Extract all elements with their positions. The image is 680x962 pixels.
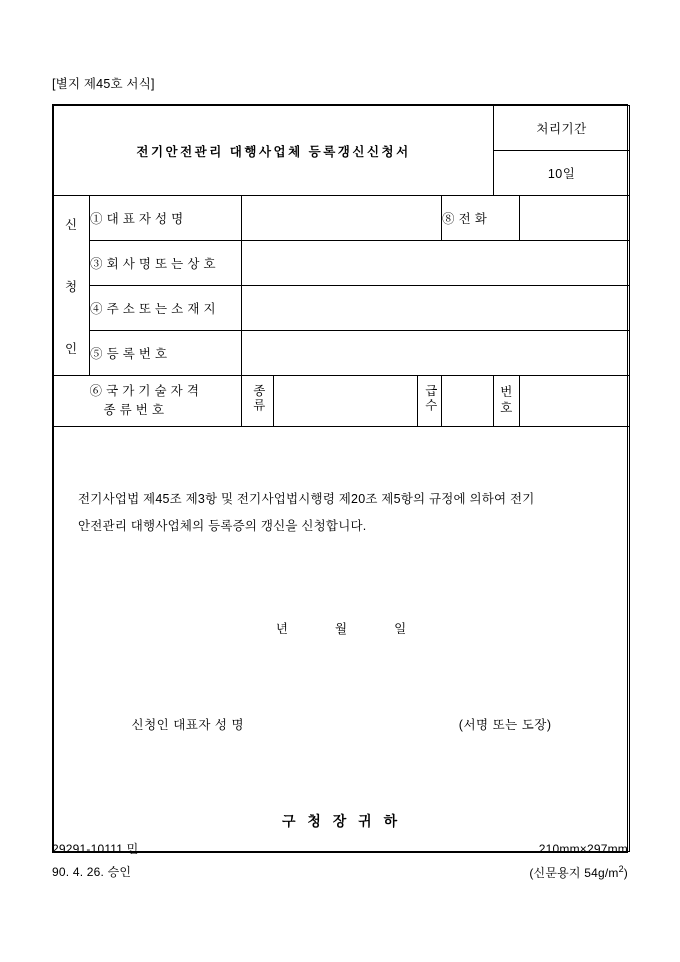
body-text [54,448,629,541]
form-table-frame [52,104,628,853]
footer-paper-spec-suffix: ) [623,865,628,880]
registration-number-label: ⑤ 등 록 번 호 [90,331,242,376]
certificate-type-label [242,376,274,427]
row-rep-name [54,196,630,241]
row-registration-number [54,331,630,376]
footer-paper-spec [529,861,628,885]
date-month: 월 [335,621,349,636]
applicant-char-2: 청 [64,279,79,294]
body-cell [54,427,630,852]
document-title: 전기안전관리 대행사업체 등록갱신신청서 [54,106,494,196]
signature-label: 신청인 대표자 성 명 [131,717,245,732]
footer-form-code: 29291-10111 민 [52,842,139,856]
footer-paper-spec-prefix: (신문용지 54g/m [529,865,619,880]
date-day: 일 [394,621,408,636]
certificate-type-value[interactable] [274,376,418,427]
row-company [54,241,630,286]
certificate-number-label: 번 호 [494,376,520,427]
registration-number-value[interactable] [242,331,630,376]
footer-paper-spec-sup: 2 [618,863,624,874]
footer-row-1 [52,838,628,861]
rep-name-value[interactable] [242,196,442,241]
applicant-char-1: 신 [64,217,79,232]
phone-label: ⑧ 전 화 [442,196,520,241]
signature-line [54,715,629,733]
footer-row-2 [52,861,628,885]
processing-period-value: 10일 [494,151,630,196]
row-body [54,427,630,852]
row-address [54,286,630,331]
certificate-row-spacer [54,376,90,427]
date-year: 년 [275,621,289,636]
company-label: ③ 회 사 명 또 는 상 호 [90,241,242,286]
certificate-label-line1: ⑥ 국 가 기 술 자 격 [89,384,200,399]
footer-approval-date: 90. 4. 26. 승인 [52,864,132,879]
body-line-1: 전기사업법 제45조 제3항 및 전기사업법시행령 제20조 제5항의 규정에 의하여 전기 [78,491,535,506]
certificate-type-label-text: 종류 [251,384,266,414]
certificate-grade-label [418,376,442,427]
form-number-tag: [별지 제45호 서식] [52,77,155,91]
form-table [53,105,630,852]
footer-paper-size: 210mm×297mm [538,842,628,856]
processing-period-label: 처리기간 [494,106,630,151]
certificate-grade-value[interactable] [442,376,494,427]
address-label: ④ 주 소 또 는 소 재 지 [90,286,242,331]
company-value[interactable] [242,241,630,286]
title-row [54,106,630,151]
row-certificate [54,376,630,427]
certificate-number-value[interactable] [520,376,630,427]
signature-note: (서명 또는 도장) [458,717,552,732]
rep-name-label: ① 대 표 자 성 명 [90,196,242,241]
applicant-char-3: 인 [64,341,79,356]
applicant-vertical-label [54,196,90,376]
address-value[interactable] [242,286,630,331]
footer [52,838,628,885]
date-line [54,619,629,637]
certificate-label [90,376,242,427]
body-line-2: 안전관리 대행사업체의 등록증의 갱신을 신청합니다. [78,519,367,533]
phone-value[interactable] [520,196,630,241]
certificate-label-line2: 종 류 번 호 [103,403,165,417]
signature-inner [132,715,552,733]
recipient-line: 구 청 장 귀 하 [281,812,402,829]
certificate-grade-label-text: 급수 [423,384,438,414]
